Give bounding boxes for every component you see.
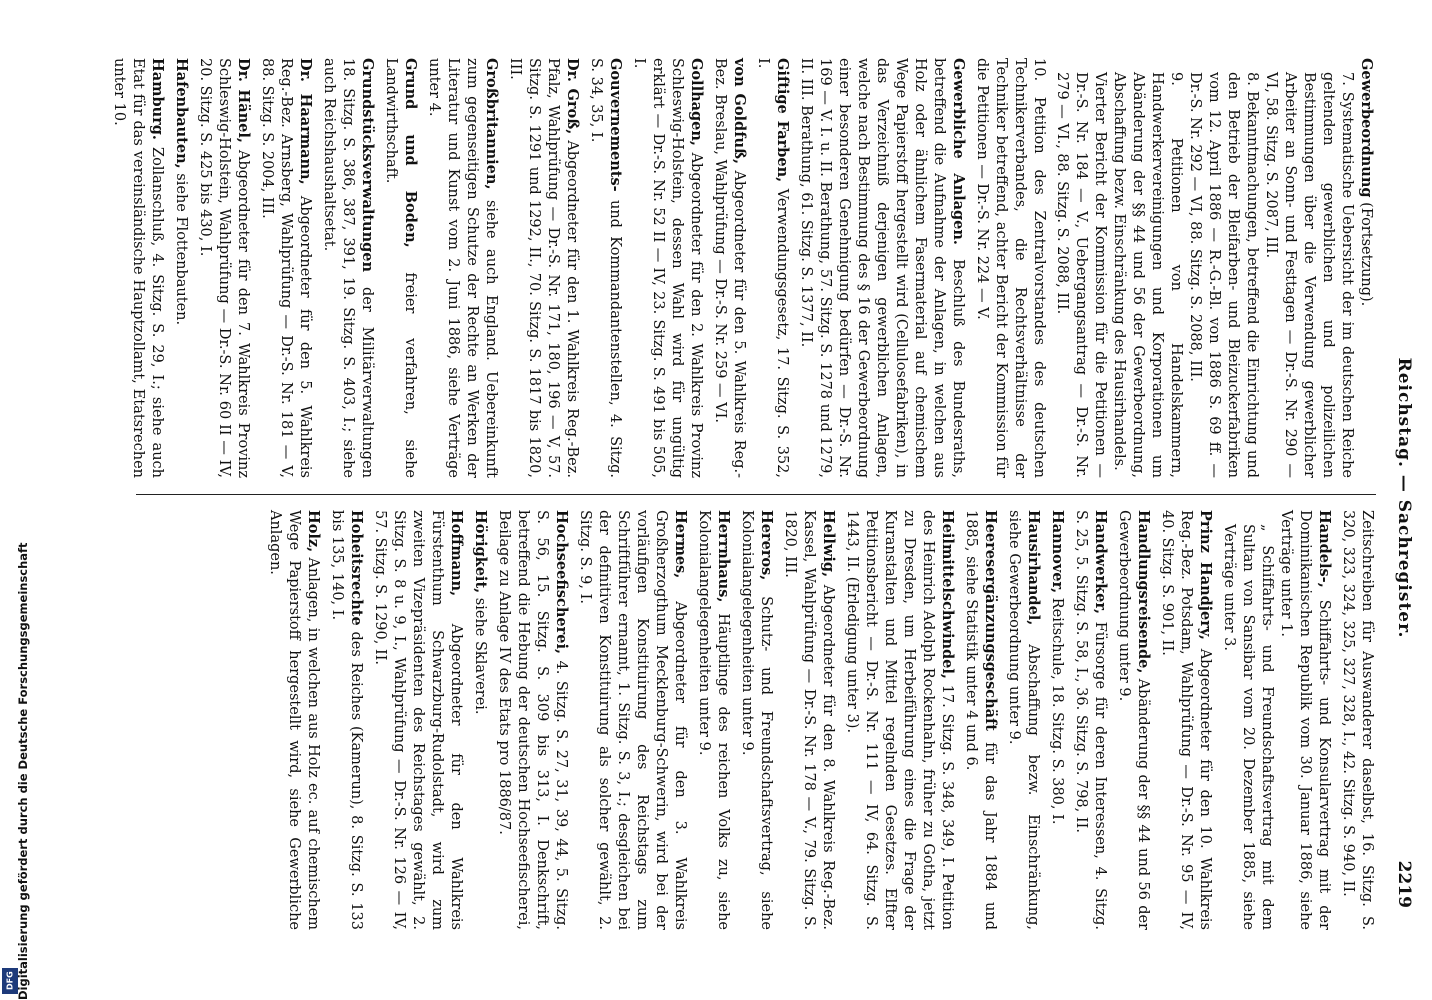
index-entry (972, 58, 1048, 478)
index-entry (1004, 510, 1043, 930)
entry-keyword: Hafenbauten, (173, 58, 190, 169)
digitization-note: Digitalisierung gefördert durch die Deutsche Forschungsgemeinschaft (16, 542, 30, 1000)
entry-text: (Fortsetzung). (1358, 197, 1374, 307)
entry-keyword: Dr. Hänel, (235, 58, 252, 143)
entry-keyword: Gewerbliche Anlagen. (950, 58, 967, 245)
entry-text: Häuptlinge des reichen Volks zu, siehe Kolonialangelegenheiten unter 9. (696, 510, 731, 930)
entry-keyword: Handwerker, (1092, 510, 1109, 615)
page-header (1382, 58, 1416, 938)
entry-keyword: Handlungsreisende, (1135, 510, 1152, 674)
entry-text: freier verfahren, siehe Landwirthschaft. (383, 58, 418, 478)
entry-text: Schutz- und Freundschaftsvertrag, siehe Kolonialangelegenheiten unter 9. (739, 510, 774, 930)
index-entry (381, 58, 420, 478)
entry-text: und Kommandantenstellen, 4. Sitzg. S. 34, 35, I. (588, 58, 623, 478)
entry-keyword: von Goldfuß, (731, 58, 748, 165)
entry-keyword: Dr. Groß, (564, 58, 581, 135)
index-entry (257, 58, 315, 478)
entry-text: Schiffahrts- und Konsularvertrag mit der Dominikanischen Republik vom 30. Januar 1886, siehe Verträge unter 1. (1278, 510, 1332, 930)
entry-keyword: Heeresergänzungsgeschäft (982, 510, 999, 731)
dfg-logo: DFG (2, 968, 18, 994)
entry-text: Abänderung der §§ 44 und 56 der Gewerbeordnung unter 9. (1116, 510, 1151, 930)
index-entry (961, 510, 1000, 930)
entry-text: Verwendungsgesetz, 17. Sitzg. S. 352, I. (755, 58, 790, 478)
running-title: Reichstag. — Sachregister. (1394, 357, 1414, 639)
entry-keyword: Hereros, (758, 510, 775, 581)
entry-keyword: Hellwig, (820, 510, 837, 578)
entry-keyword: Großbritannien, (483, 58, 500, 190)
page-number: 2219 (1394, 860, 1414, 908)
index-entry (470, 510, 490, 930)
index-entry (1047, 510, 1067, 930)
entry-keyword: Hamburg. (149, 58, 166, 140)
entry-subitem: 9. Petitionen von Handelskammern, Handwerkervereinigungen und Korporationen um Abänderung der §§ 44 und 56 der Gewerbeordnung, Abschaffung bezw. Einschränkung des Hausirhandels. (1111, 72, 1184, 478)
entry-keyword: Gouvernements- (607, 58, 624, 192)
entry-subitem: „ Schiffahrts- und Freundschaftsvertrag mit dem Sultan von Sansibar vom 20. Dezember 1885, siehe Verträge unter 3. (1221, 524, 1275, 930)
index-entry (1114, 510, 1153, 930)
entry-keyword: Hermes, (672, 510, 689, 579)
entry-text: Anlagen, in welchen aus Holz ec. auf chemischem Wege Papierstoff hergestellt wird, siehe Gewerbliche Anlagen. (267, 510, 321, 930)
entry-keyword: Giftige Farben, (774, 58, 791, 183)
index-entry (629, 58, 706, 478)
entry-text: Abgeordneter für den 7. Wahlkreis Provinz Schleswig-Holstein, Wahlprüfung — Dr.-S. Nr. 60 II — IV, 20. Sitzg. S. 425 bis 430, I. (197, 58, 251, 479)
entry-text: Fürsorge für deren Interessen, 4. Sitzg. S. 25, 5. Sitzg. S. 58, I., 36. Sitzg. S. 798, II. (1073, 510, 1108, 930)
entry-keyword: Gollhagen, (688, 58, 705, 146)
entry-text: Abschaffung bezw. Einschränkung, siehe Gewerbeordnung unter 9. (1006, 510, 1041, 930)
index-entry (1157, 510, 1215, 930)
index-entry (494, 510, 571, 930)
entry-keyword: Hochseefischerei, (553, 510, 570, 655)
entry-subitem: Vierter Bericht der Kommission für die Petitionen — Dr.-S. Nr. 184 — V., Uebergangsantrag — Dr.-S. Nr. 279 — VI., 88. Sitzg. S. 2088, III. (1054, 72, 1108, 478)
column-divider (136, 494, 1376, 495)
entry-keyword: Handels-, (1316, 510, 1333, 588)
index-entry (265, 510, 323, 930)
entry-text: Abgeordneter für den 1. Wahlkreis Reg.-Bez. Pfalz, Wahlprüfung — Dr.-S. Nr. 171, 180, 196 — V, 57. Sitzg. S. 1291 und 1292, II., 70. Sitzg. S. 1817 bis 1820, III. (507, 58, 580, 478)
entry-subitem: 8. Bekanntmachungen, betreffend die Einrichtung und den Betrieb der Bleifarben- und Bleizuckerfabriken vom 12. April 1886 — R.-G.-Bl. von 1886 S. 69 ff. — Dr.-S. Nr. 292 — VI, 88. Sitzg. S. 2088, III. (1187, 72, 1260, 478)
index-entry (171, 58, 191, 478)
entry-text: Abgeordneter für den 5. Wahlkreis Reg.-Bez. Arnsberg, Wahlprüfung — Dr.-S. Nr. 181 — V, 88. Sitzg. S. 2004, III. (259, 58, 313, 478)
index-entry (753, 58, 792, 478)
entry-text: siehe Sklaverei. (472, 593, 488, 715)
right-column (261, 510, 1376, 930)
entry-text: 10. Petition des Zentralvorstandes des deutschen Technikerverbandes, die Rechtsverhältnisse der Techniker betreffend, achter Bericht der Kommission für die Petitionen — Dr.-S. Nr. 224 — V. (974, 58, 1047, 478)
index-entry (575, 510, 690, 930)
entry-text: für das Jahr 1884 und 1885, siehe Statistik unter 4 und 6. (963, 510, 998, 930)
entry-keyword: Hoffmann, (448, 510, 465, 597)
entry-text: Abgeordneter für den 5. Wahlkreis Reg.-Bez. Breslau, Wahlprüfung — Dr.-S. Nr. 259 — VI. (712, 58, 747, 478)
index-entry (842, 510, 957, 930)
entry-text: siehe auch England. Uebereinkunft zum gegenseitigen Schutze der Rechte an Werken der Literatur und Kunst vom 2. Juni 1886, siehe Verträge unter 4. (426, 58, 499, 478)
index-entry (586, 58, 625, 478)
entry-text: Zeitschreiben für Auswanderer daselbst, 16. Sitzg. S. 320, 323, 324, 325, 327, 328, I., 42. Sitzg. S. 940, II. (1340, 510, 1375, 930)
entry-keyword: Gewerbeordnung (1358, 58, 1375, 198)
entry-keyword: Dr. Haarmann, (297, 58, 314, 185)
rotated-page-content (106, 58, 1416, 938)
index-entry (796, 58, 968, 478)
index-entry (1338, 510, 1376, 930)
index-entry (1071, 510, 1110, 930)
entry-text: des Reiches (Kamerun), 8. Sitzg. S. 133 bis 135, 140, I. (329, 510, 364, 930)
entry-text: Reitschule, 18. Sitzg. S. 380, I. (1049, 593, 1065, 825)
entry-text: Abgeordneter für den 8. Wahlkreis Reg.-Bez. Kassel, Wahlprüfung — Dr.-S. Nr. 178 — V., 79. Sitzg. S. 1820, III. (782, 510, 836, 930)
index-entry (780, 510, 838, 930)
entry-text: der Militärverwaltungen 18. Sitzg. S. 386, 387, 391, 19. Sitzg. S. 403, I.; siehe auch Reichshaushaltsetat. (321, 58, 375, 478)
entry-keyword: Herrnhaus, (715, 510, 732, 603)
entry-text: siehe Flottenbauten. (173, 168, 189, 326)
index-entry (327, 510, 366, 930)
entry-keyword: Prinz Handjery, (1197, 510, 1214, 640)
entry-text: Zollanschluß, 4. Sitzg. S. 29, I.; siehe auch Etat für das vereinsländische Hauptzollamt, Etatsrechen unter 10. (111, 58, 165, 478)
index-entry (694, 510, 733, 930)
entry-keyword: Hausirhandel, (1025, 510, 1042, 626)
entry-text: 4. Sitzg. S. 27, 31, 39, 44, 5. Sitzg. S. 56, 15. Sitzg. S. 309 bis 313, I. Denkschrift, betreffend die Hebung der deutschen Hochseefischerei, Beilage zu Anlage IV des Etats pro 1886/87. (496, 510, 569, 930)
index-entry (370, 510, 466, 930)
entry-subitem: 7. Systematische Uebersicht der im deutschen Reiche geltenden gewerblichen und polizeilichen Bestimmungen über die Verwendung gewerblicher Arbeiter an Sonn- und Festtagen — Dr.-S. Nr. 290 — VI, 58. Sitzg. S. 2087, III. (1263, 72, 1355, 478)
index-entry (1052, 58, 1376, 478)
index-entry (1219, 510, 1334, 930)
index-entry (109, 58, 167, 478)
entry-keyword: Heilmittelschwindel, (939, 510, 956, 679)
entry-keyword: Grund und Boden, (402, 58, 419, 248)
entry-text: Abgeordneter für den 3. Wahlkreis Großherzogthum Mecklenburg-Schwerin, wird bei der vorläufigen Konstituirung des Reichstags zum Schriftführer ernannt, 1. Sitzg. S. 3, I.; desgleichen bei der definitiven Konstituirung als solcher gewählt, 2. Sitzg. S. 9, I. (577, 510, 688, 930)
entry-keyword: Hoheitsrechte (348, 510, 365, 626)
index-entry (737, 510, 776, 930)
entry-text: 17. Sitzg. S. 348, 349, I. Petition des Heinrich Adolph Rockenhahn, früher zu Gotha, jetzt zu Dresden, um Herbeiführung eines die Frage der Kuranstalten und Mittel regelnden Gesetzes. Elfter Petitionsbericht — Dr.-S. Nr. 111 — IV, 64. Sitzg. S. 1443, II. (Erledigung unter 3). (844, 510, 955, 930)
entry-text: Abgeordneter für den Wahlkreis Fürstenthum Schwarzburg-Rudolstadt, wird zum zweiten Vizepräsidenten des Reichstages gewählt, 2. Sitzg. S. 8 u. 9, I., Wahlprüfung — Dr.-S. Nr. 126 — IV, 57. Sitzg. S. 1290, II. (372, 510, 464, 930)
entry-keyword: Holz, (305, 510, 322, 553)
entry-text: Beschluß des Bundesraths, betreffend die Aufnahme der Anlagen, in welchen aus Holz oder ähnlichem Fasermaterial auf chemischem Wege Papierstoff hergestellt wird (Cellulosefabriken), in das Verzeichniß derjenigen gewerblichen Anlagen, welche nach Bestimmung des § 16 der Gewerbeordnung einer besonderen Genehmigung bedürfen — Dr.-S. Nr. 169 — V. I. u. II. Berathung, 57. Sitzg. S. 1278 und 1279, II. III. Berathung, 61. Sitzg. S. 1377, II. (798, 58, 966, 479)
entry-text: Abgeordneter für den 2. Wahlkreis Provinz Schleswig-Holstein, dessen Wahl wird für ungültig erklärt — Dr.-S. Nr. 52 II — IV, 23. Sitzg. S. 491 bis 505, I. (631, 58, 704, 478)
index-entry (424, 58, 501, 478)
index-entry (195, 58, 253, 478)
entry-keyword: Hannover, (1049, 510, 1066, 594)
entry-keyword: Grundstücksverwaltungen (359, 58, 376, 273)
index-entry (319, 58, 377, 478)
entry-text: Abgeordneter für den 10. Wahlkreis Reg.-Bez. Potsdam, Wahlprüfung — Dr.-S. Nr. 95 — IV, 40. Sitzg. S. 901, II. (1159, 510, 1213, 931)
entry-keyword: Hörigkeit, (472, 510, 489, 594)
index-entry (710, 58, 749, 478)
left-column (105, 58, 1376, 478)
index-entry (505, 58, 582, 478)
